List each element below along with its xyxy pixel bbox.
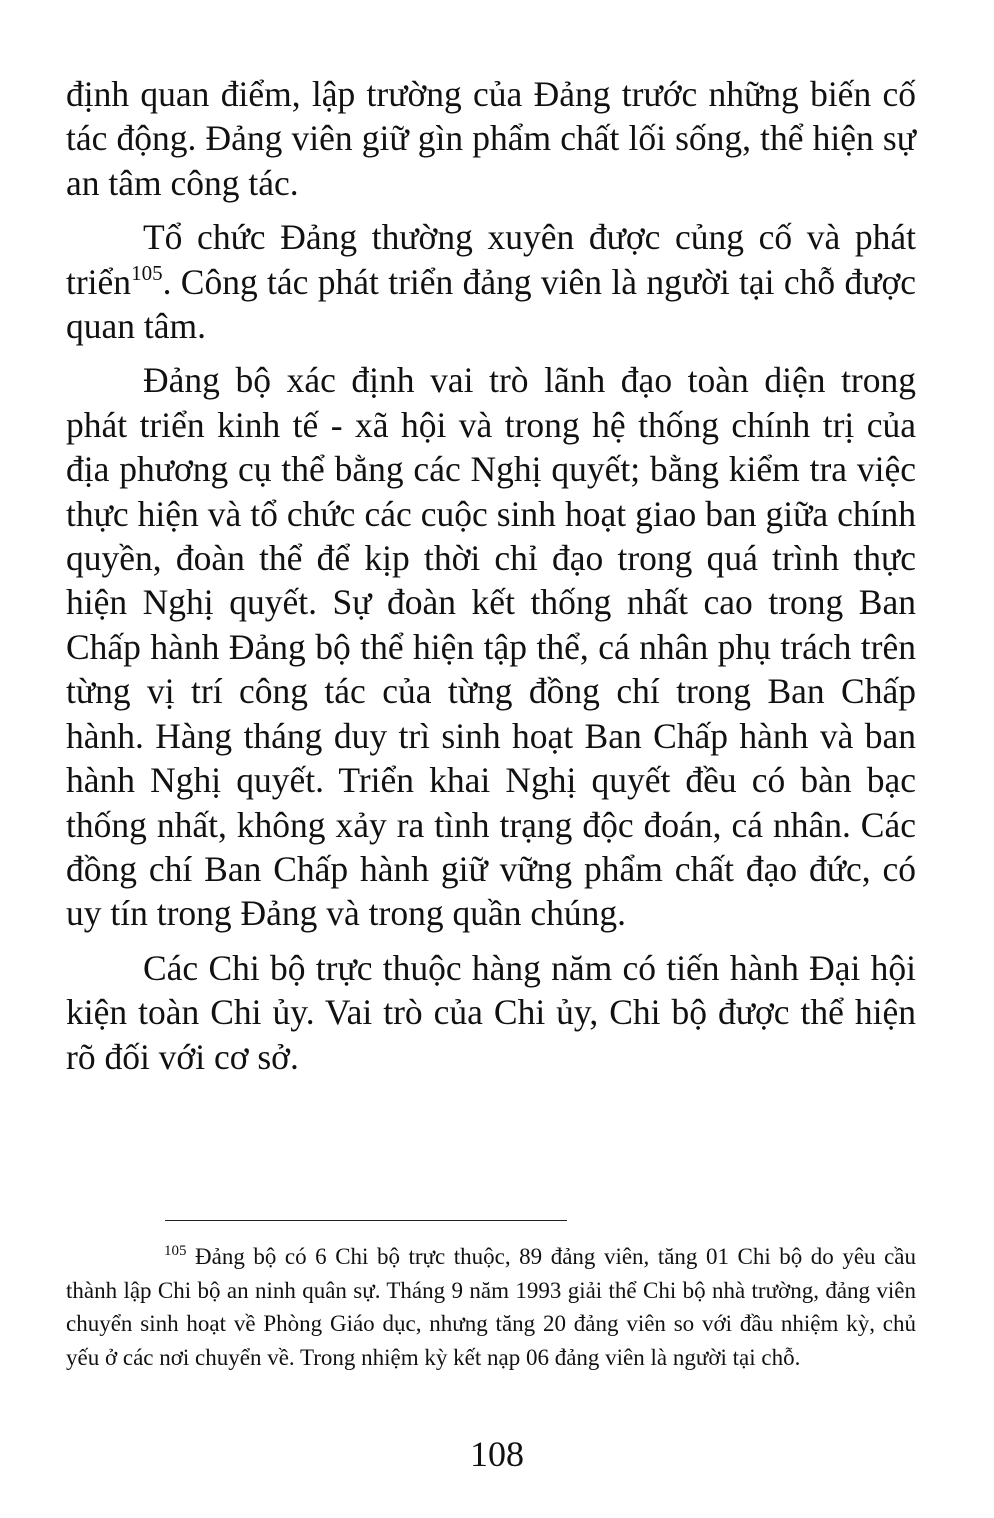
footnote-divider xyxy=(165,1220,567,1221)
paragraph-2 xyxy=(66,215,916,348)
paragraph-3: Đảng bộ xác định vai trò lãnh đạo toàn diện trong phát triển kinh tế - xã hội và trong hệ thống chính trị của địa phương cụ thể bằng các Nghị quyết; bằng kiểm tra việc thực hiện và tổ chức các cuộc sinh hoạt giao ban giữa chính quyền, đoàn thể để kịp thời chỉ đạo trong quá trình thực hiện Nghị quyết. Sự đoàn kết thống nhất cao trong Ban Chấp hành Đảng bộ thể hiện tập thể, cá nhân phụ trách trên từng vị trí công tác của từng đồng chí trong Ban Chấp hành. Hàng tháng duy trì sinh hoạt Ban Chấp hành và ban hành Nghị quyết. Triển khai Nghị quyết đều có bàn bạc thống nhất, không xảy ra tình trạng độc đoán, cá nhân. Các đồng chí Ban Chấp hành giữ vững phẩm chất đạo đức, có uy tín trong Đảng và trong quần chúng. xyxy=(66,360,916,934)
footnote-marker: 105 xyxy=(164,1243,187,1259)
page-number: 108 xyxy=(470,1434,524,1474)
footnote xyxy=(66,1240,916,1374)
main-text xyxy=(66,72,916,1079)
paragraph-2-text-start: Tổ chức Đảng thường xuyên được củng cố và phát triển xyxy=(66,217,916,302)
paragraph-4: Các Chi bộ trực thuộc hàng năm có tiến hành Đại hội kiện toàn Chi ủy. Vai trò của Chi ủy, Chi bộ được thể hiện rõ đối với cơ sở. xyxy=(66,947,916,1077)
footnote-text: Đảng bộ có 6 Chi bộ trực thuộc, 89 đảng viên, tăng 01 Chi bộ do yêu cầu thành lập Chi bộ an ninh quân sự. Tháng 9 năm 1993 giải thể Chi bộ nhà trường, đảng viên chuyển sinh hoạt về Phòng Giáo dục, nhưng tăng 20 đảng viên so với đầu nhiệm kỳ, chủ yếu ở các nơi chuyển về. Trong nhiệm kỳ kết nạp 06 đảng viên là người tại chỗ. xyxy=(66,1244,916,1370)
paragraph-1: định quan điểm, lập trường của Đảng trước những biến cố tác động. Đảng viên giữ gìn phẩm chất lối sống, thể hiện sự an tâm công tác. xyxy=(66,74,916,203)
footnote-reference: 105 xyxy=(131,260,163,285)
paragraph-2-text-end: . Công tác phát triển đảng viên là người tại chỗ được quan tâm. xyxy=(66,261,916,347)
